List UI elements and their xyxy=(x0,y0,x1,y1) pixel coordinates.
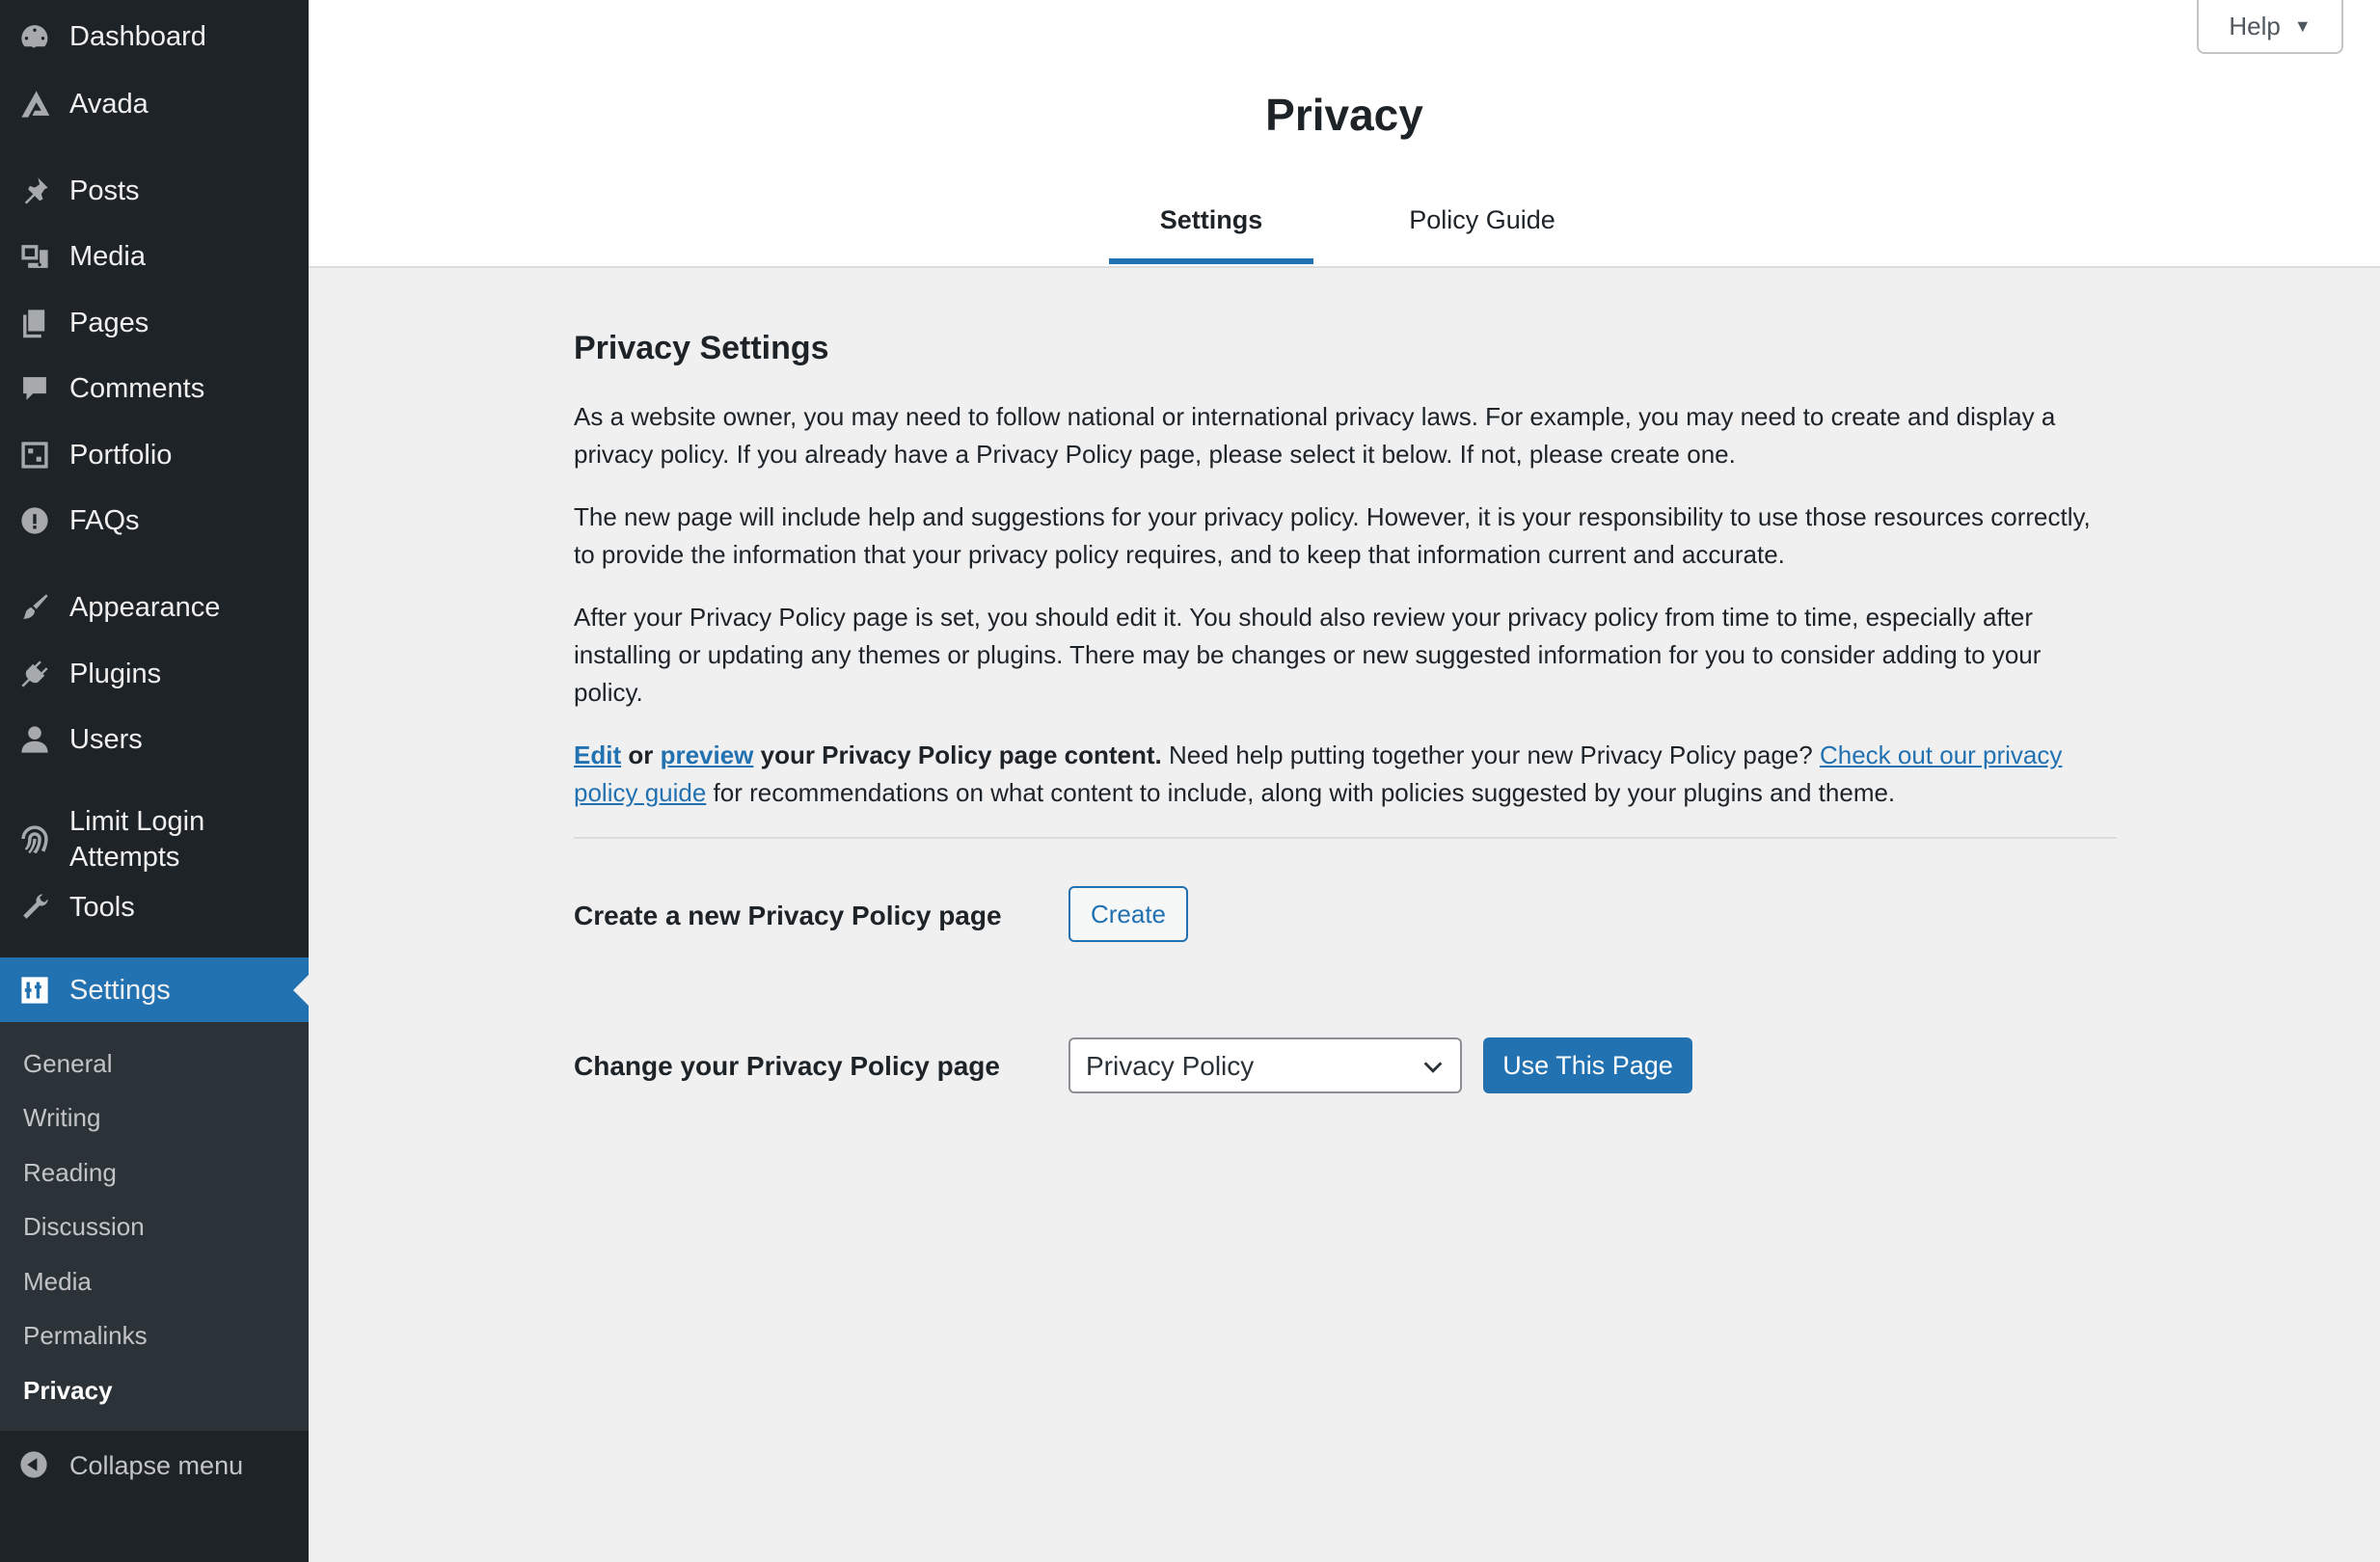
menu-comments-label: Comments xyxy=(69,372,205,404)
menu-limit-login-label-2: Attempts xyxy=(69,842,180,873)
menu-limit-login-attempts[interactable] xyxy=(0,804,309,875)
menu-pages-label: Pages xyxy=(69,307,149,338)
privacy-header xyxy=(309,0,2380,268)
create-policy-label: Create a new Privacy Policy page xyxy=(574,901,1002,930)
plug-icon xyxy=(17,657,52,691)
intro-paragraph-4 xyxy=(574,737,2117,812)
menu-appearance-label: Appearance xyxy=(69,591,221,623)
policy-guide-link[interactable]: Check out our privacy policy guide xyxy=(574,741,2063,807)
submenu-reading[interactable]: Reading xyxy=(23,1158,117,1187)
brush-icon xyxy=(17,590,52,625)
tab-settings[interactable]: Settings xyxy=(1109,201,1313,264)
menu-settings[interactable] xyxy=(0,957,309,1023)
content-divider xyxy=(574,837,2117,839)
submenu-media[interactable]: Media xyxy=(23,1267,92,1296)
menu-faqs-label: FAQs xyxy=(69,504,140,536)
dashboard-icon xyxy=(17,19,52,54)
settings-submenu xyxy=(0,1022,309,1431)
wrench-icon xyxy=(17,890,52,925)
menu-tools-label: Tools xyxy=(69,891,135,923)
comment-icon xyxy=(17,371,52,406)
menu-dashboard-label: Dashboard xyxy=(69,20,206,52)
section-title: Privacy Settings xyxy=(574,330,829,366)
menu-posts-label: Posts xyxy=(69,175,140,206)
intro-paragraph-1: As a website owner, you may need to follow national or international privacy laws. For example, you may need to create and display a privacy policy. If you already have a Privacy Policy page, please select it below. If not, please create one. xyxy=(574,402,2056,469)
submenu-discussion[interactable]: Discussion xyxy=(23,1212,145,1241)
settings-icon xyxy=(17,973,52,1008)
select-value: Privacy Policy xyxy=(1086,1051,1255,1081)
or-text: or xyxy=(621,741,661,769)
tail-text: for recommendations on what content to include, along with policies suggested by your plugins and theme. xyxy=(706,778,1896,807)
menu-media-label: Media xyxy=(69,240,146,272)
caret-down-icon: ▼ xyxy=(2293,15,2312,36)
admin-sidebar xyxy=(0,0,309,1562)
avada-icon xyxy=(17,87,52,121)
menu-avada-label: Avada xyxy=(69,88,149,120)
intro-paragraph-2: The new page will include help and suggestions for your privacy policy. However, it is your responsibility to use those resources correctly, to provide the information that your privacy policy requires, and to keep that information current and accurate. xyxy=(574,502,2091,569)
collapse-menu-button[interactable] xyxy=(0,1437,309,1495)
media-icon xyxy=(17,239,52,274)
pages-icon xyxy=(17,306,52,340)
chevron-down-icon xyxy=(1421,1055,1445,1078)
edit-link[interactable]: Edit xyxy=(574,741,622,769)
create-button[interactable]: Create xyxy=(1068,886,1188,942)
exclamation-icon xyxy=(17,503,52,538)
privacy-page-select[interactable] xyxy=(1068,1037,1462,1093)
collapse-menu-label: Collapse menu xyxy=(69,1450,244,1480)
change-policy-label: Change your Privacy Policy page xyxy=(574,1051,1000,1081)
menu-portfolio-label: Portfolio xyxy=(69,439,173,471)
intro-paragraph-3: After your Privacy Policy page is set, you should edit it. You should also review your privacy policy from time to time, especially after installing or updating any themes or plugins. There may be changes or new suggested information for you to consider adding to your policy. xyxy=(574,603,2042,707)
help-button[interactable] xyxy=(2197,0,2343,54)
help-label: Help xyxy=(2229,11,2281,40)
submenu-privacy[interactable]: Privacy xyxy=(23,1376,113,1405)
menu-settings-label: Settings xyxy=(69,974,171,1006)
bold-rest-text: your Privacy Policy page content. xyxy=(753,741,1162,769)
collapse-arrow-icon xyxy=(17,1448,52,1483)
tab-policy-guide[interactable]: Policy Guide xyxy=(1409,205,1555,234)
menu-plugins-label: Plugins xyxy=(69,658,162,689)
help-text: Need help putting together your new Privacy Policy page? xyxy=(1161,741,1820,769)
menu-limit-login-label: Limit Login xyxy=(69,806,205,837)
submenu-general[interactable]: General xyxy=(23,1049,113,1078)
privacy-settings-content xyxy=(574,318,2117,839)
submenu-writing[interactable]: Writing xyxy=(23,1103,101,1132)
user-icon xyxy=(17,722,52,757)
pin-icon xyxy=(17,174,52,208)
portfolio-icon xyxy=(17,438,52,472)
submenu-permalinks[interactable]: Permalinks xyxy=(23,1321,148,1350)
menu-users-label: Users xyxy=(69,723,143,755)
fingerprint-icon xyxy=(17,821,52,856)
preview-link[interactable]: preview xyxy=(660,741,754,769)
use-this-page-button[interactable]: Use This Page xyxy=(1483,1037,1692,1093)
page-title: Privacy xyxy=(1265,90,1423,140)
